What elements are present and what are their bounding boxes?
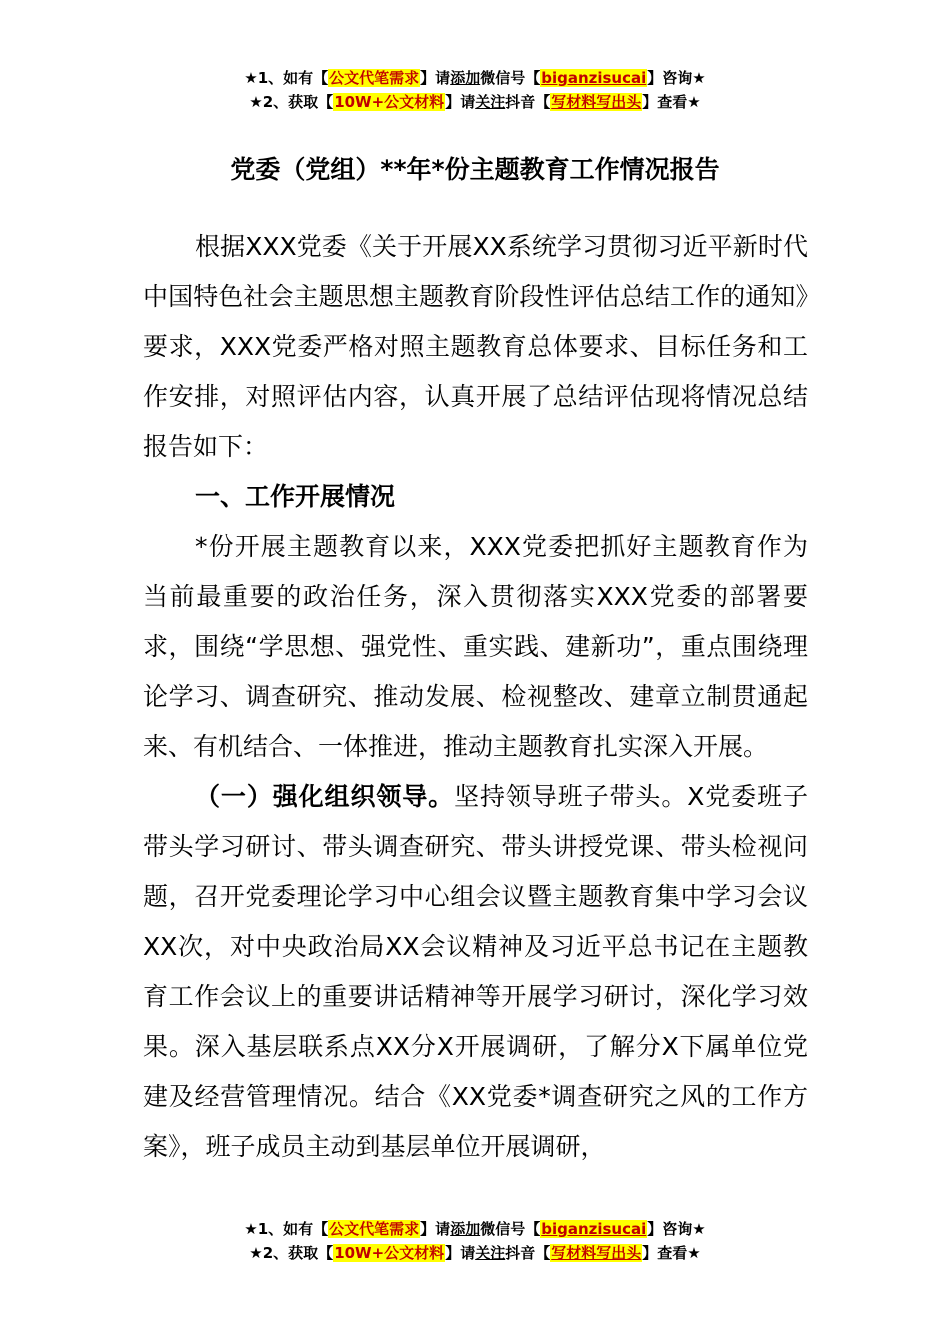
promo-text: ★1、如有【 xyxy=(244,1220,329,1238)
promo-highlight: biganzisucai xyxy=(541,69,647,87)
promo-text: 微信号【 xyxy=(480,1220,541,1238)
promo-emphasis: 添加 xyxy=(450,1220,481,1238)
promo-highlight: 写材料写出头 xyxy=(551,1244,642,1262)
promo-text: 】请 xyxy=(445,93,476,111)
subsection-text: 坚持领导班子带头。X党委班子带头学习研讨、带头调查研究、带头讲授党课、带头检视问题，召开党委理论学习中心组会议暨主题教育集中学习会议XX次，对中央政治局XX会议精神及习近平总书记在主题教育工作会议上的重要讲话精神等开展学习研讨，深化学习效果。深入基层联系点XX分X开展调研，了解分X下属单位党建及经营管理情况。结合《XX党委*调查研究之风的工作方案》，班子成员主动到基层单位开展调研， xyxy=(143,782,808,1161)
promo-emphasis: 添加 xyxy=(450,69,481,87)
promo-line-2 xyxy=(0,1242,950,1266)
promo-text: 抖音【 xyxy=(505,93,551,111)
promo-highlight: 公文代笔需求 xyxy=(329,1220,420,1238)
promo-text: 】查看★ xyxy=(642,93,701,111)
document-body xyxy=(143,222,808,1172)
paragraph-overview: *份开展主题教育以来，XXX党委把抓好主题教育作为当前最重要的政治任务，深入贯彻落实XXX党委的部署要求，围绕“学思想、强党性、重实践、建新功”，重点围绕理论学习、调查研究、推动发展、检视整改、建章立制贯通起来、有机结合、一体推进，推动主题教育扎实深入开展。 xyxy=(143,532,808,761)
document-title: 党委（党组）**年*份主题教育工作情况报告 xyxy=(230,155,720,184)
promo-text: ★1、如有【 xyxy=(244,69,329,87)
promo-highlight: biganzisucai xyxy=(541,1220,647,1238)
promo-line-1 xyxy=(0,1218,950,1242)
promo-emphasis: 关注 xyxy=(475,93,506,111)
promo-highlight: 写材料写出头 xyxy=(551,93,642,111)
promo-highlight: 10W+公文材料 xyxy=(334,93,445,111)
promo-emphasis: 关注 xyxy=(475,1244,506,1262)
promo-text: 微信号【 xyxy=(480,69,541,87)
promo-text: 】咨询★ xyxy=(647,1220,706,1238)
promo-banner-bottom xyxy=(0,1218,950,1266)
section-heading: 一、工作开展情况 xyxy=(195,482,396,511)
promo-highlight: 10W+公文材料 xyxy=(334,1244,445,1262)
promo-text: ★2、获取【 xyxy=(249,93,334,111)
promo-text: 】咨询★ xyxy=(647,69,706,87)
subsection-label: （一）强化组织领导。 xyxy=(195,782,455,811)
paragraph-intro: 根据XXX党委《关于开展XX系统学习贯彻习近平新时代中国特色社会主题思想主题教育阶段性评估总结工作的通知》要求，XXX党委严格对照主题教育总体要求、目标任务和工作安排，对照评估内容，认真开展了总结评估现将情况总结报告如下： xyxy=(143,232,808,461)
paragraph-subsection-1 xyxy=(143,772,808,1172)
promo-text: 】请 xyxy=(420,69,451,87)
promo-text: 抖音【 xyxy=(505,1244,551,1262)
promo-line-1 xyxy=(0,67,950,91)
promo-text: 】请 xyxy=(445,1244,476,1262)
promo-banner-top xyxy=(0,67,950,115)
promo-line-2 xyxy=(0,91,950,115)
promo-highlight: 公文代笔需求 xyxy=(329,69,420,87)
promo-text: 】请 xyxy=(420,1220,451,1238)
promo-text: ★2、获取【 xyxy=(249,1244,334,1262)
promo-text: 】查看★ xyxy=(642,1244,701,1262)
